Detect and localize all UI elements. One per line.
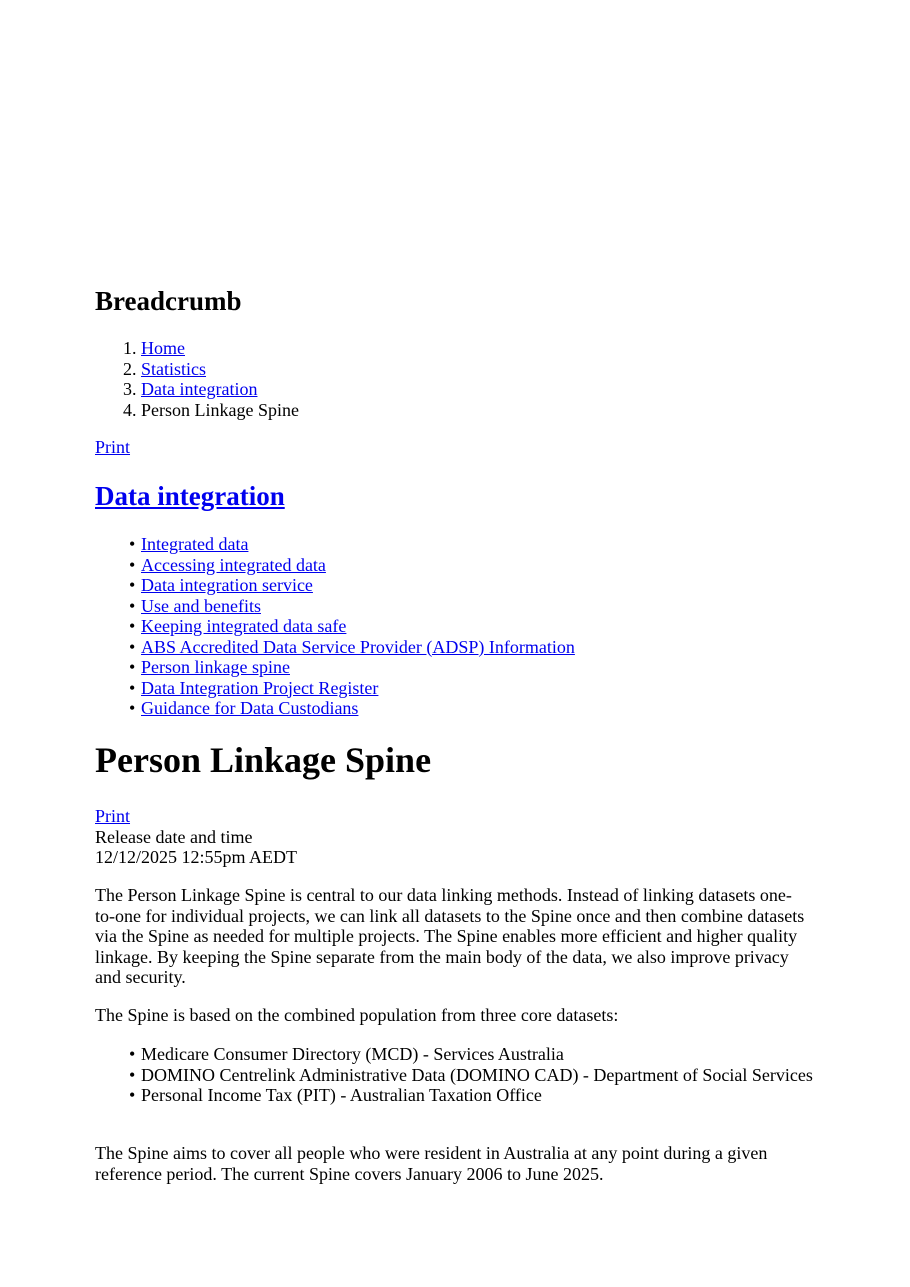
nav-item xyxy=(141,637,575,658)
release-value: 12/12/2025 12:55pm AEDT xyxy=(95,847,297,867)
intro-paragraph: The Person Linkage Spine is central to our data linking methods. Instead of linking datasets one-to-one for individual projects, we can link all datasets to the Spine once and then combine datasets via the Spine as needed for multiple projects. The Spine enables more efficient and higher quality linkage. By keeping the Spine separate from the main body of the data, we also improve privacy and security. xyxy=(95,885,805,987)
nav-link-person-linkage-spine[interactable]: Person linkage spine xyxy=(141,657,290,677)
nav-link-keeping-data-safe[interactable]: Keeping integrated data safe xyxy=(141,616,347,636)
coverage-paragraph: The Spine aims to cover all people who were resident in Australia at any point during a given reference period. The current Spine covers January 2006 to June 2025. xyxy=(95,1143,768,1184)
breadcrumb-item-current xyxy=(141,400,299,421)
nav-link-integrated-data[interactable]: Integrated data xyxy=(141,534,249,554)
nav-item xyxy=(141,534,575,555)
datasets-intro-paragraph: The Spine is based on the combined population from three core datasets: xyxy=(95,1005,619,1025)
breadcrumb xyxy=(95,338,299,420)
article-print-link[interactable]: Print xyxy=(95,806,131,826)
dataset-item: • DOMINO Centrelink Administrative Data (DOMINO CAD) - Department of Social Services xyxy=(141,1065,821,1086)
nav-link-use-and-benefits[interactable]: Use and benefits xyxy=(141,595,261,616)
nav-item xyxy=(141,575,575,596)
breadcrumb-heading: Breadcrumb xyxy=(95,286,242,316)
breadcrumb-link-statistics[interactable]: Statistics xyxy=(141,358,207,379)
print-link[interactable]: Print xyxy=(95,437,131,457)
nav-item xyxy=(141,616,575,637)
nav-item xyxy=(141,596,575,617)
section-heading-link[interactable]: Data integration xyxy=(95,481,285,511)
nav-link-project-register[interactable]: Data Integration Project Register xyxy=(141,677,379,698)
release-label: Release date and time xyxy=(95,826,253,847)
breadcrumb-item xyxy=(141,379,299,400)
nav-link-adsp-information[interactable]: ABS Accredited Data Service Provider (ADSP) Information xyxy=(141,636,575,657)
nav-item xyxy=(141,678,575,699)
breadcrumb-item xyxy=(141,359,299,380)
nav-link-guidance-custodians[interactable]: Guidance for Data Custodians xyxy=(141,698,359,718)
nav-item xyxy=(141,555,575,576)
nav-link-accessing-integrated-data[interactable]: Accessing integrated data xyxy=(141,554,326,575)
article-meta xyxy=(95,806,297,868)
section-nav xyxy=(95,534,575,719)
page-title: Person Linkage Spine xyxy=(95,740,432,780)
dataset-item: • Personal Income Tax (PIT) - Australian Taxation Office xyxy=(141,1085,821,1106)
nav-item xyxy=(141,698,575,719)
section-heading xyxy=(95,480,285,512)
breadcrumb-item xyxy=(141,338,299,359)
breadcrumb-link-home[interactable]: Home xyxy=(141,338,185,358)
breadcrumb-current-label: Person Linkage Spine xyxy=(141,399,299,420)
dataset-list xyxy=(95,1044,821,1106)
nav-item xyxy=(141,657,575,678)
breadcrumb-link-data-integration[interactable]: Data integration xyxy=(141,379,258,399)
dataset-item: • Medicare Consumer Directory (MCD) - Services Australia xyxy=(141,1044,821,1065)
nav-link-data-integration-service[interactable]: Data integration service xyxy=(141,575,313,595)
